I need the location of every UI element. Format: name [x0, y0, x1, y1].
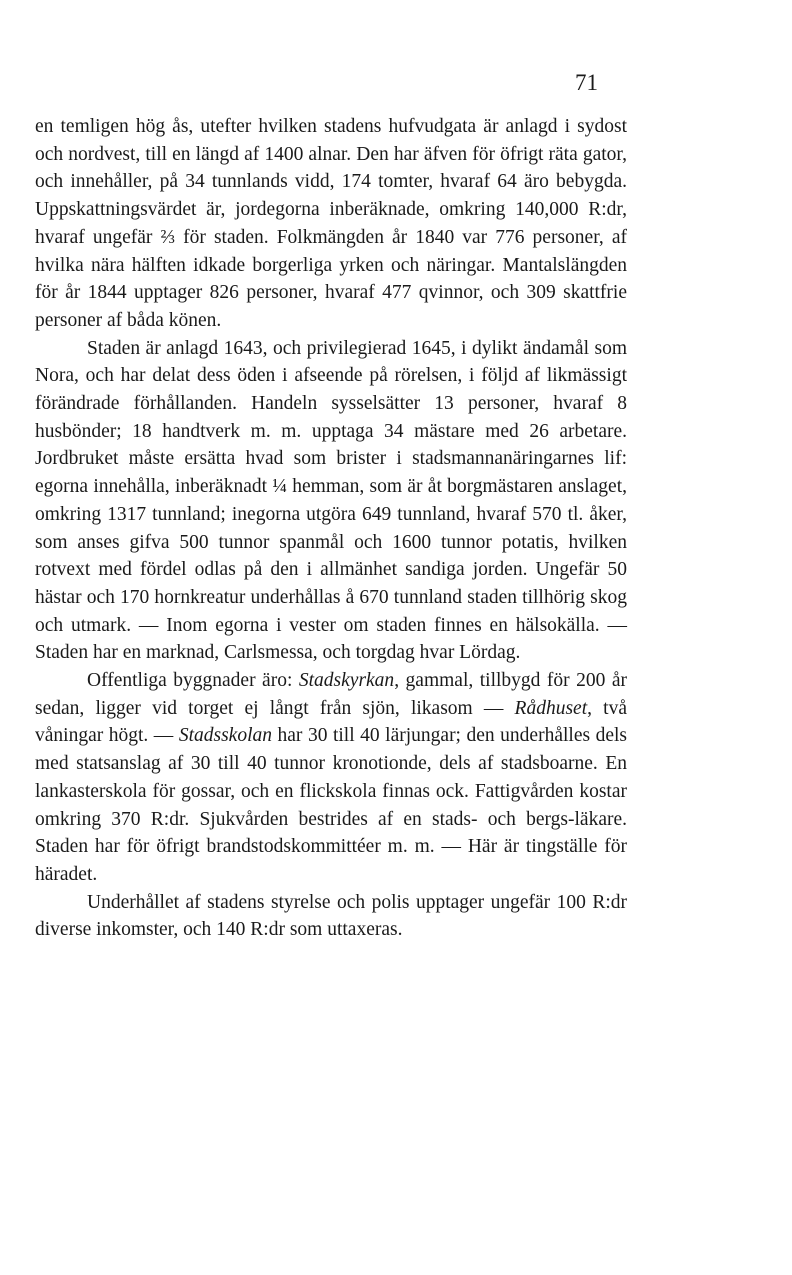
italic-term-stadskyrkan: Stadskyrkan: [298, 670, 395, 692]
paragraph-2: [35, 335, 627, 667]
paragraph-text: , gammal, tillbygd för 200 år sedan, ligger vid torget ej långt från sjön, likasom —: [35, 670, 627, 719]
paragraph-text: Offentliga byggnader äro:: [87, 670, 299, 692]
paragraph-4: [35, 889, 627, 944]
paragraph-3: [35, 667, 627, 889]
paragraph-text: en temligen hög ås, utefter hvilken stadens hufvudgata är anlagd i sydost och nordvest, till en längd af 1400 alnar. Den har äfven för öfrigt räta gator, och innehåller, på 34 tunnlands vidd, 174 tomter, hvaraf 64 äro bebygda. Uppskattningsvärdet är, jordegorna inberäknade, omkring 140,000 R:dr, hvaraf ungefär ⅔ för staden. Folkmängden år 1840 var 776 personer, af hvilka nära hälften idkade borgerliga yrken och näringar. Mantalslängden för år 1844 upptager 826 personer, hvaraf 477 qvinnor, och 309 skattfrie personer af båda könen.: [35, 116, 627, 331]
paragraph-text: Staden är anlagd 1643, och privilegierad 1645, i dylikt ändamål som Nora, och har delat dess öden i afseende på rörelsen, i följd af likmässigt förändrade förhållanden. Handeln sysselsätter 13 personer, hvaraf 8 husbönder; 18 handtverk m. m. upptaga 34 mästare med 26 arbetare. Jordbruket måste ersätta hvad som brister i stadsmannanäringarnes lif: egorna innehålla, inberäknadt ¼ hemman, som är åt borgmästaren anslaget, omkring 1317 tunnland; inegorna utgöra 649 tunnland, hvaraf 570 tl. åker, som anses gifva 500 tunnor spanmål och 1600 tunnor potatis, hvilken rotvext med fördel odlas på den i allmänhet sandiga jorden. Ungefär 50 hästar och 170 hornkreatur underhållas å 670 tunnland staden tillhörig skog och utmark. — Inom egorna i vester om staden finnes en hälsokälla. — Staden har en marknad, Carlsmessa, och torgdag hvar Lördag.: [35, 337, 627, 664]
paragraph-text: , två våningar högt. —: [35, 697, 627, 747]
paragraph-1: [35, 113, 627, 335]
italic-term-stadsskolan: Stadsskolan: [178, 725, 272, 747]
paragraph-text: Underhållet af stadens styrelse och polis upptager ungefär 100 R:dr diverse inkomster, och 140 R:dr som uttaxeras.: [35, 891, 627, 941]
italic-term-radhuset: Rådhuset: [514, 697, 588, 719]
paragraph-text: har 30 till 40 lärjungar; den underhålles dels med statsanslag af 30 till 40 tunnor kronotionde, dels af stadsboarne. En lankasterskola för gossar, och en flickskola finnas ock. Fattigvården kostar omkring 370 R:dr. Sjukvården bestrides af en stads- och bergs-läkare. Staden har för öfrigt brandstodskommittéer m. m. — Här är tingställe för häradet.: [35, 725, 627, 885]
body-text: [35, 113, 627, 944]
page-number: 71: [575, 70, 598, 95]
